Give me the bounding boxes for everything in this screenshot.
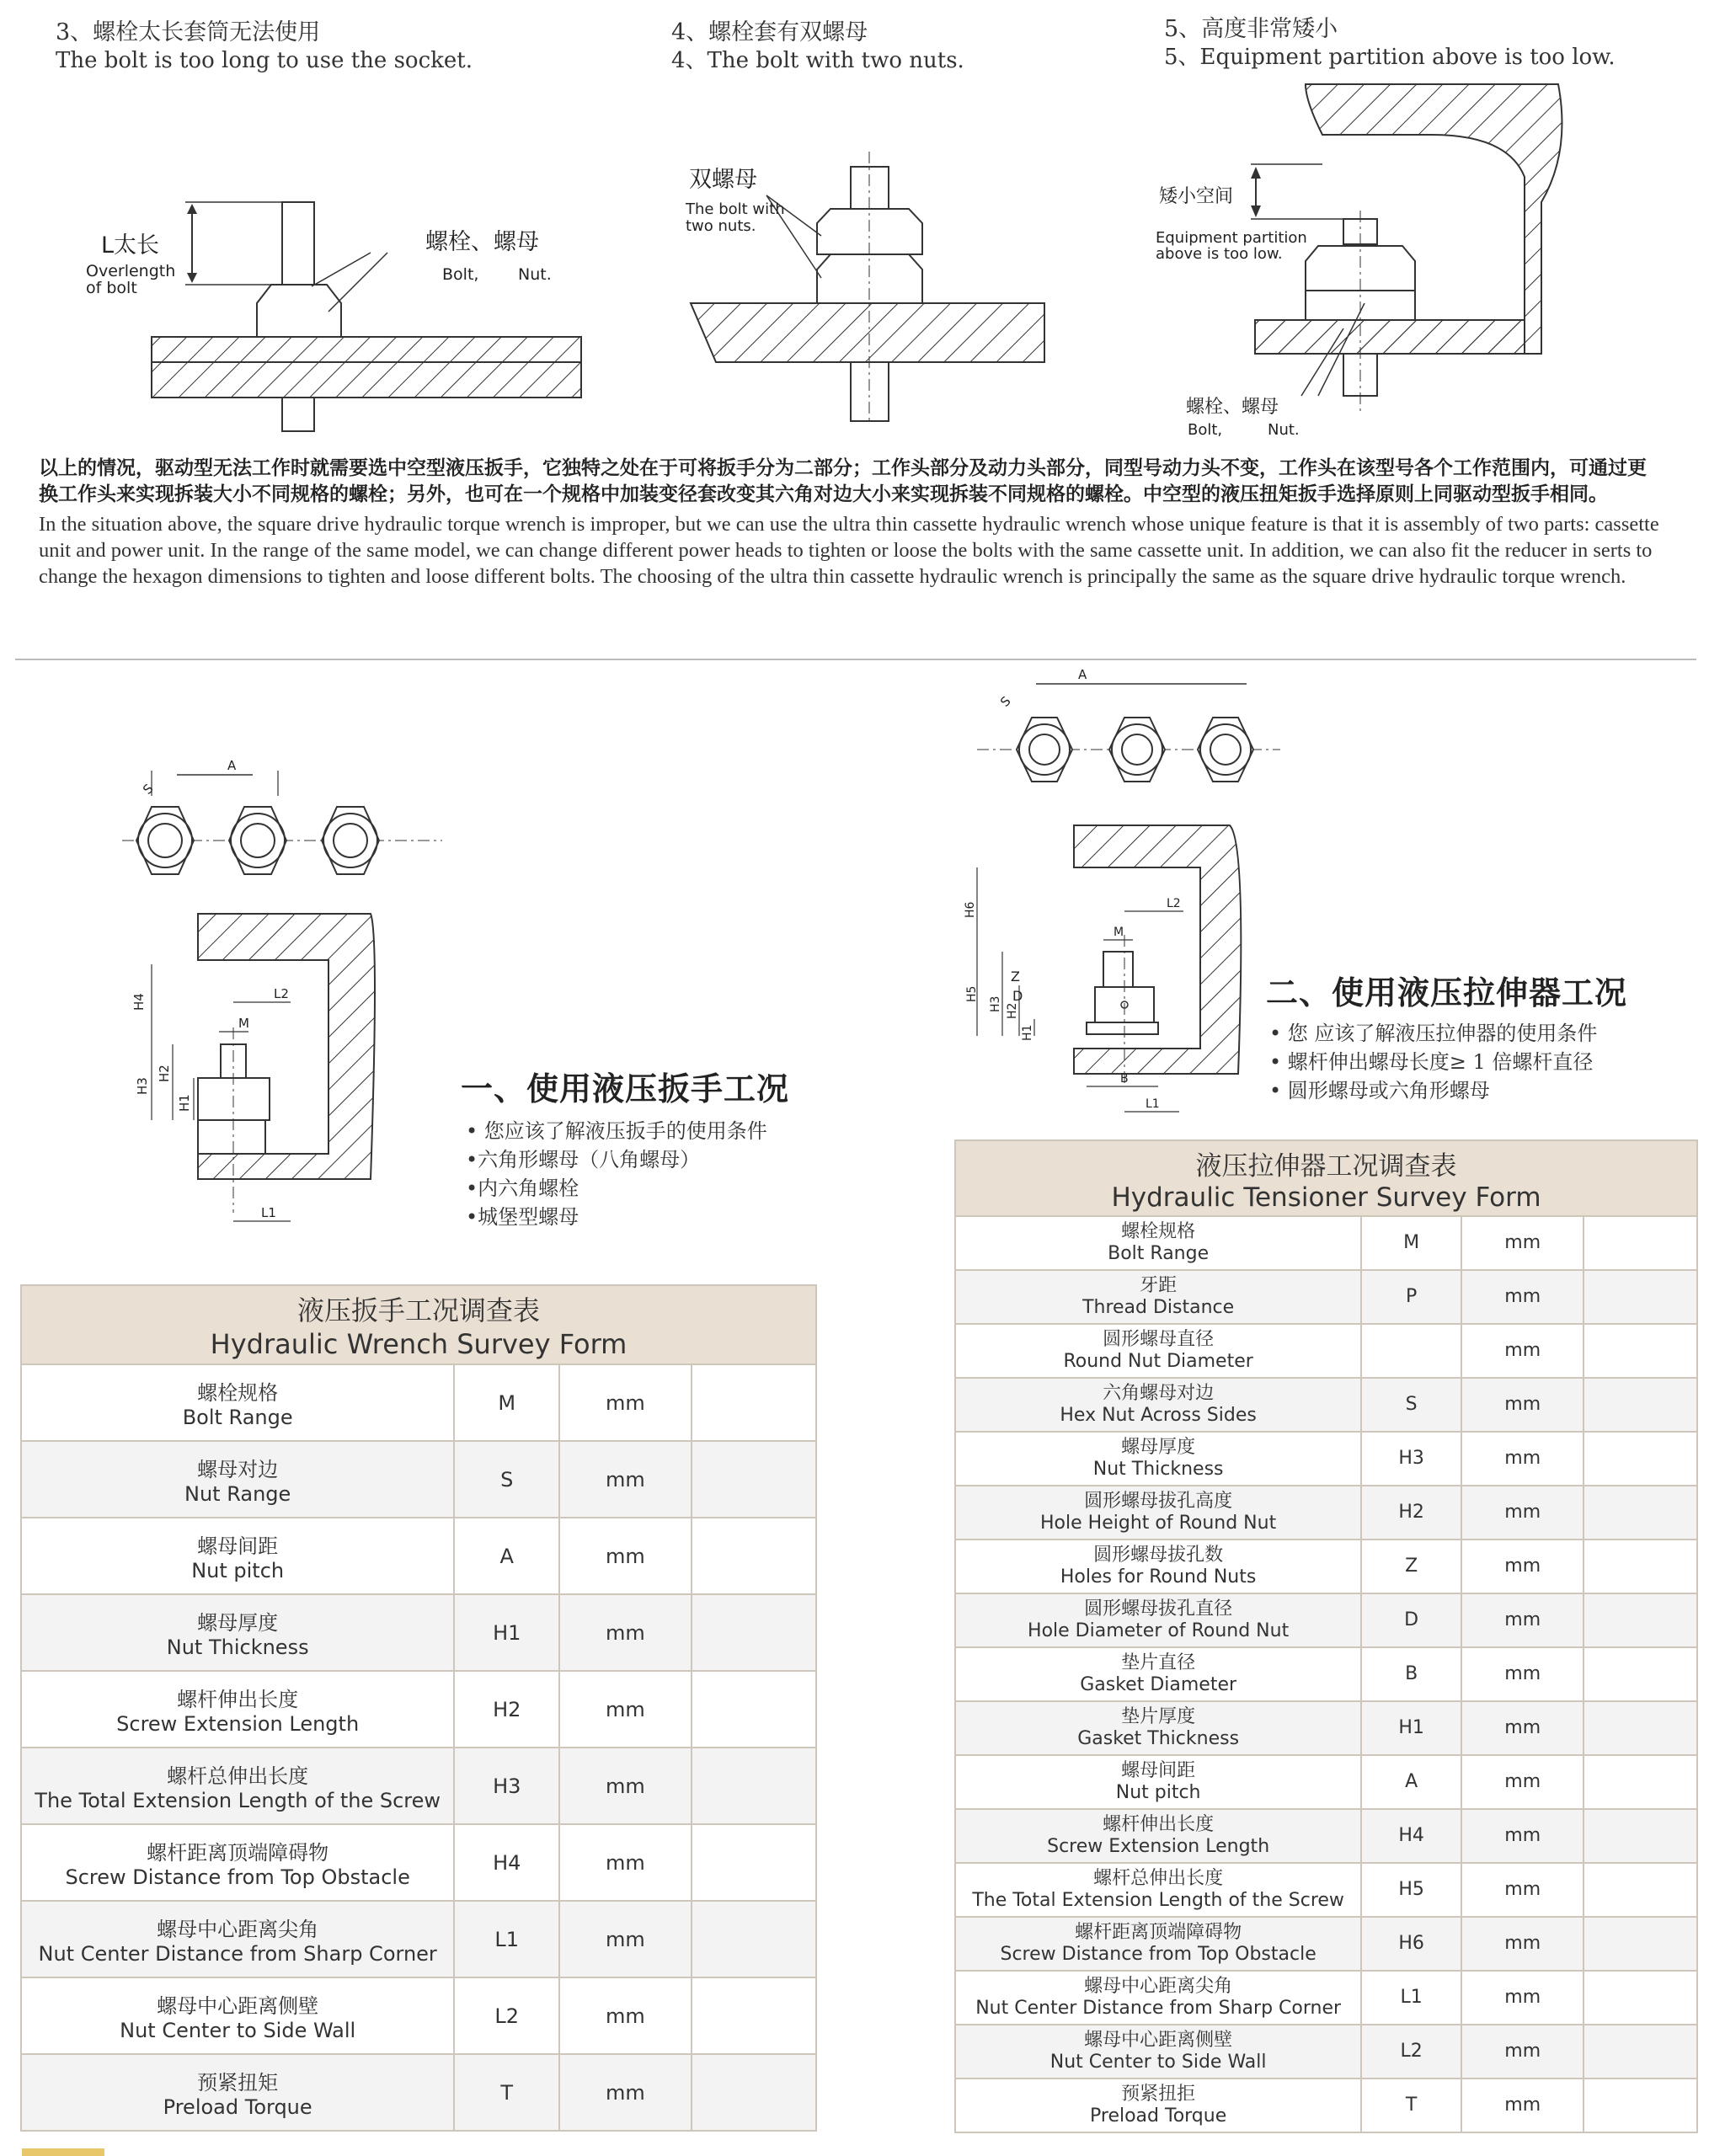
form-row bbox=[955, 2079, 1697, 2132]
parameter-name-en: Hex Nut Across Sides bbox=[1060, 1405, 1257, 1426]
parameter-symbol-cell: H2 bbox=[1361, 1486, 1461, 1540]
parameter-unit-cell: mm bbox=[1461, 2079, 1583, 2132]
parameter-unit-cell: mm bbox=[1461, 1486, 1583, 1540]
parameter-name-cell bbox=[955, 2079, 1361, 2132]
form-row bbox=[21, 1671, 816, 1748]
parameter-value-input[interactable] bbox=[1583, 1324, 1697, 1378]
footer-accent-bar bbox=[22, 2148, 104, 2156]
overlength-zh: L太长 bbox=[101, 232, 160, 259]
parameter-name-en: Thread Distance bbox=[1082, 1297, 1235, 1318]
parameter-unit-cell: mm bbox=[559, 1364, 691, 1441]
dim-d-2: D bbox=[1012, 988, 1023, 1004]
dim-h1-1: H1 bbox=[177, 1094, 192, 1112]
parameter-name-cell bbox=[955, 1216, 1361, 1270]
parameter-name-zh: 牙距 bbox=[1140, 1275, 1178, 1296]
parameter-name-en: Holes for Round Nuts bbox=[1060, 1566, 1257, 1588]
bolt-nut-zh-1: 螺栓、螺母 bbox=[425, 229, 539, 255]
parameter-name-cell bbox=[955, 1270, 1361, 1324]
dim-l2-1: L2 bbox=[274, 986, 289, 1001]
two-nuts-en1: The bolt with bbox=[686, 200, 785, 218]
parameter-value-input[interactable] bbox=[1583, 1755, 1697, 1809]
parameter-symbol-cell: H6 bbox=[1361, 1917, 1461, 1971]
parameter-name-cell bbox=[955, 1809, 1361, 1863]
parameter-symbol-cell: P bbox=[1361, 1270, 1461, 1324]
dim-h3-2: H3 bbox=[989, 995, 1002, 1012]
parameter-unit-cell: mm bbox=[1461, 1324, 1583, 1378]
parameter-name-zh: 螺母厚度 bbox=[197, 1611, 279, 1635]
parameter-name-cell bbox=[955, 2025, 1361, 2079]
parameter-unit-cell: mm bbox=[559, 1518, 691, 1594]
parameter-unit-cell: mm bbox=[559, 1594, 691, 1671]
parameter-symbol-cell: T bbox=[1361, 2079, 1461, 2132]
parameter-unit-cell: mm bbox=[1461, 1378, 1583, 1432]
parameter-name-cell bbox=[955, 1647, 1361, 1701]
section-1-bullets bbox=[466, 1117, 767, 1231]
wrench-diagram bbox=[126, 741, 489, 1230]
parameter-name-zh: 螺杆总伸出长度 bbox=[1093, 1868, 1224, 1889]
two-nuts-plate bbox=[691, 303, 1044, 362]
parameter-name-zh: 螺杆伸出长度 bbox=[177, 1688, 299, 1711]
parameter-unit-cell: mm bbox=[559, 2054, 691, 2131]
parameter-name-en: Nut Center to Side Wall bbox=[1049, 2052, 1267, 2073]
parameter-name-zh: 圆形螺母拔孔高度 bbox=[1084, 1491, 1233, 1512]
form-row bbox=[955, 1378, 1697, 1432]
parameter-unit-cell: mm bbox=[1461, 1270, 1583, 1324]
parameter-name-cell bbox=[955, 1486, 1361, 1540]
form-row bbox=[955, 1324, 1697, 1378]
parameter-unit-cell: mm bbox=[559, 1901, 691, 1977]
form-row bbox=[21, 1518, 816, 1594]
parameter-name-en: Screw Extension Length bbox=[1047, 1836, 1270, 1857]
parameter-value-input[interactable] bbox=[692, 1748, 816, 1824]
parameter-name-cell bbox=[21, 1518, 454, 1594]
parameter-value-input[interactable] bbox=[1583, 1971, 1697, 2025]
tensioner-wall bbox=[1074, 825, 1241, 1074]
parameter-name-cell bbox=[955, 1593, 1361, 1647]
parameter-name-en: The Total Extension Length of the Screw bbox=[972, 1890, 1344, 1911]
parameter-value-input[interactable] bbox=[1583, 1486, 1697, 1540]
parameter-name-en: Hole Height of Round Nut bbox=[1040, 1513, 1277, 1534]
low-space-zh: 矮小空间 bbox=[1159, 186, 1234, 207]
parameter-name-zh: 六角螺母对边 bbox=[1103, 1383, 1215, 1404]
parameter-value-input[interactable] bbox=[692, 1518, 816, 1594]
parameter-name-en: Preload Torque bbox=[1090, 2105, 1227, 2127]
wrench-survey-form bbox=[20, 1284, 817, 2132]
form-row bbox=[21, 1824, 816, 1901]
parameter-name-cell bbox=[21, 1364, 454, 1441]
case-3-caption bbox=[56, 19, 473, 74]
form-row bbox=[21, 1748, 816, 1824]
form-row bbox=[21, 1977, 816, 2054]
parameter-unit-cell: mm bbox=[559, 1441, 691, 1518]
parameter-value-input[interactable] bbox=[1583, 1809, 1697, 1863]
parameter-symbol-cell: M bbox=[1361, 1216, 1461, 1270]
parameter-name-zh: 螺母中心距离尖角 bbox=[157, 1918, 319, 1941]
parameter-value-input[interactable] bbox=[1583, 1216, 1697, 1270]
parameter-value-input[interactable] bbox=[692, 2054, 816, 2131]
parameter-value-input[interactable] bbox=[1583, 1270, 1697, 1324]
dim-s-1: S bbox=[140, 781, 157, 798]
parameter-value-input[interactable] bbox=[1583, 2025, 1697, 2079]
parameter-symbol-cell: H4 bbox=[1361, 1809, 1461, 1863]
case-5-zh: 5、高度非常矮小 bbox=[1164, 16, 1338, 42]
parameter-symbol-cell: H3 bbox=[1361, 1432, 1461, 1486]
parameter-symbol-cell: L2 bbox=[454, 1977, 559, 2054]
parameter-name-cell bbox=[955, 1701, 1361, 1755]
parameter-symbol-cell: L2 bbox=[1361, 2025, 1461, 2079]
parameter-unit-cell: mm bbox=[559, 1671, 691, 1748]
parameter-name-en: Bolt Range bbox=[1108, 1243, 1210, 1264]
parameter-name-zh: 螺母中心距离侧壁 bbox=[1084, 2030, 1233, 2051]
form-row bbox=[955, 1755, 1697, 1809]
parameter-unit-cell: mm bbox=[1461, 1755, 1583, 1809]
bolt-nut-zh-2: 螺栓、螺母 bbox=[1186, 397, 1279, 418]
parameter-symbol-cell: Z bbox=[1361, 1540, 1461, 1593]
section-1-bullet: •六角形螺母（八角螺母） bbox=[466, 1148, 701, 1171]
parameter-name-zh: 螺母间距 bbox=[1121, 1760, 1196, 1781]
dim-h1-2: H1 bbox=[1021, 1024, 1034, 1041]
tensioner-bolt bbox=[1103, 952, 1133, 987]
nut-en-1: Nut. bbox=[518, 265, 552, 284]
parameter-name-en: Gasket Diameter bbox=[1080, 1674, 1237, 1695]
parameter-name-en: Preload Torque bbox=[163, 2095, 312, 2119]
tensioner-diagram bbox=[964, 665, 1280, 1129]
dim-a-2: A bbox=[1078, 667, 1087, 682]
parameter-name-zh: 螺母对边 bbox=[197, 1458, 279, 1481]
parameter-name-en: Screw Distance from Top Obstacle bbox=[1000, 1944, 1316, 1965]
wrench-form-title-en: Hydraulic Wrench Survey Form bbox=[210, 1328, 628, 1360]
dim-h5-2: H5 bbox=[965, 985, 979, 1002]
parameter-symbol-cell: A bbox=[1361, 1755, 1461, 1809]
parameter-value-input[interactable] bbox=[1583, 1540, 1697, 1593]
case-4-en: 4、The bolt with two nuts. bbox=[671, 47, 964, 73]
parameter-value-input[interactable] bbox=[692, 1441, 816, 1518]
long-bolt-diagram bbox=[76, 185, 581, 421]
section-2-bullets bbox=[1269, 1019, 1597, 1105]
parameter-name-en: Nut pitch bbox=[1115, 1782, 1201, 1803]
dim-m-1: M bbox=[238, 1016, 249, 1031]
parameter-name-zh: 圆形螺母直径 bbox=[1103, 1329, 1215, 1350]
form-row bbox=[21, 1901, 816, 1977]
wrench-form-title-zh: 液压扳手工况调查表 bbox=[296, 1294, 540, 1326]
form-row bbox=[955, 1432, 1697, 1486]
dim-l1-1: L1 bbox=[261, 1205, 276, 1220]
top-view-nut-1 bbox=[136, 807, 194, 874]
parameter-unit-cell: mm bbox=[559, 1977, 691, 2054]
dim-h2-1: H2 bbox=[157, 1065, 172, 1082]
parameter-name-zh: 圆形螺母拔孔数 bbox=[1093, 1545, 1224, 1566]
parameter-name-en: Nut Thickness bbox=[166, 1636, 309, 1659]
parameter-unit-cell: mm bbox=[1461, 1540, 1583, 1593]
case-4-zh: 4、螺栓套有双螺母 bbox=[671, 19, 868, 45]
dim-h6-2: H6 bbox=[964, 901, 977, 918]
parameter-name-zh: 圆形螺母拔孔直径 bbox=[1084, 1598, 1233, 1620]
parameter-value-input[interactable] bbox=[1583, 1378, 1697, 1432]
parameter-name-en: Hole Diameter of Round Nut bbox=[1028, 1620, 1290, 1641]
explanation-paragraph bbox=[39, 456, 1664, 590]
parameter-symbol-cell: M bbox=[454, 1364, 559, 1441]
tensioner-top-nut-2 bbox=[1109, 718, 1165, 782]
parameter-symbol-cell: B bbox=[1361, 1647, 1461, 1701]
case-5-en: 5、Equipment partition above is too low. bbox=[1164, 44, 1616, 70]
nut-en-2: Nut. bbox=[1268, 421, 1300, 439]
parameter-name-cell bbox=[955, 1324, 1361, 1378]
parameter-unit-cell: mm bbox=[1461, 2025, 1583, 2079]
parameter-unit-cell: mm bbox=[1461, 1917, 1583, 1971]
dim-m-2: M bbox=[1114, 926, 1124, 939]
parameter-value-input[interactable] bbox=[1583, 1917, 1697, 1971]
long-bolt-plate-top bbox=[152, 337, 581, 362]
parameter-name-cell bbox=[21, 1901, 454, 1977]
overlength-en2: of bolt bbox=[86, 279, 137, 297]
section-1-bullet: • 您应该了解液压扳手的使用条件 bbox=[466, 1119, 767, 1143]
two-nuts-diagram bbox=[682, 152, 1053, 421]
parameter-name-zh: 螺杆总伸出长度 bbox=[167, 1764, 309, 1788]
parameter-symbol-cell: H3 bbox=[454, 1748, 559, 1824]
form-row bbox=[955, 1486, 1697, 1540]
dim-b-2: B bbox=[1120, 1072, 1129, 1086]
parameter-name-en: Nut Center Distance from Sharp Corner bbox=[975, 1998, 1342, 2019]
parameter-unit-cell: mm bbox=[559, 1824, 691, 1901]
parameter-name-en: Nut Center Distance from Sharp Corner bbox=[38, 1942, 437, 1966]
parameter-name-cell bbox=[21, 2054, 454, 2131]
parameter-unit-cell: mm bbox=[1461, 1432, 1583, 1486]
parameter-name-en: Nut pitch bbox=[191, 1559, 285, 1582]
parameter-symbol-cell: S bbox=[454, 1441, 559, 1518]
explanation-zh: 以上的情况，驱动型无法工作时就需要选中空型液压扳手，它独特之处在于可将扳手分为二部分；工作头部分及动力头部分，同型号动力头不变，工作头在该型号各个工作范围内，可通过更换工作头来实现拆装大小不同规格的螺栓；另外，也可在一个规格中加装变径套改变其六角对边大小来实现拆装不同规格的螺栓。中空型的液压扭矩扳手选择原则上同驱动型扳手相同。 bbox=[39, 457, 1647, 505]
parameter-value-input[interactable] bbox=[692, 1901, 816, 1977]
partition-en1: Equipment partition bbox=[1156, 229, 1307, 247]
parameter-value-input[interactable] bbox=[692, 1364, 816, 1441]
parameter-name-cell bbox=[21, 1977, 454, 2054]
parameter-unit-cell: mm bbox=[1461, 1216, 1583, 1270]
parameter-symbol-cell bbox=[1361, 1324, 1461, 1378]
parameter-name-zh: 螺母中心距离侧壁 bbox=[157, 1994, 319, 2018]
parameter-value-input[interactable] bbox=[1583, 1647, 1697, 1701]
parameter-name-en: Nut Thickness bbox=[1092, 1459, 1224, 1480]
parameter-symbol-cell: H1 bbox=[454, 1594, 559, 1671]
form-row bbox=[955, 1540, 1697, 1593]
parameter-value-input[interactable] bbox=[1583, 1701, 1697, 1755]
parameter-name-cell bbox=[955, 1378, 1361, 1432]
two-nuts-zh: 双螺母 bbox=[689, 167, 757, 193]
parameter-name-zh: 螺母中心距离尖角 bbox=[1084, 1976, 1233, 1997]
parameter-name-en: Gasket Thickness bbox=[1077, 1728, 1240, 1749]
case-5-caption bbox=[1164, 15, 1616, 71]
dim-l2-2: L2 bbox=[1167, 897, 1181, 910]
form-row bbox=[955, 1647, 1697, 1701]
section-2-bullet: • 螺杆伸出螺母长度≥ 1 倍螺杆直径 bbox=[1269, 1050, 1594, 1074]
partition-plate bbox=[1255, 320, 1525, 354]
parameter-value-input[interactable] bbox=[692, 1824, 816, 1901]
section-2-bullet: • 您 应该了解液压拉伸器的使用条件 bbox=[1269, 1022, 1598, 1045]
parameter-name-zh: 螺母厚度 bbox=[1121, 1437, 1196, 1458]
tensioner-top-nut-1 bbox=[1017, 718, 1072, 782]
form-row bbox=[955, 2025, 1697, 2079]
parameter-name-zh: 预紧扭拒 bbox=[1121, 2084, 1196, 2105]
wrench-form-header bbox=[21, 1285, 816, 1364]
parameter-name-en: Nut Center to Side Wall bbox=[120, 2019, 356, 2042]
dim-h4-1: H4 bbox=[131, 993, 147, 1011]
case-3-en: The bolt is too long to use the socket. bbox=[56, 47, 473, 73]
section-1-bullet: •内六角螺栓 bbox=[466, 1177, 579, 1200]
parameter-value-input[interactable] bbox=[692, 1594, 816, 1671]
parameter-name-zh: 螺杆距离顶端障碍物 bbox=[147, 1841, 329, 1865]
dim-z-2: Z bbox=[1011, 969, 1020, 985]
parameter-symbol-cell: T bbox=[454, 2054, 559, 2131]
form-row bbox=[21, 1441, 816, 1518]
parameter-name-en: Bolt Range bbox=[182, 1406, 293, 1429]
parameter-unit-cell: mm bbox=[1461, 1593, 1583, 1647]
tensioner-form-title-en: Hydraulic Tensioner Survey Form bbox=[1111, 1182, 1541, 1213]
tensioner-survey-form bbox=[954, 1139, 1698, 2133]
parameter-name-en: Round Nut Diameter bbox=[1063, 1351, 1253, 1372]
dim-s-2: S bbox=[997, 693, 1014, 710]
parameter-symbol-cell: A bbox=[454, 1518, 559, 1594]
parameter-name-en: The Total Extension Length of the Screw bbox=[35, 1789, 441, 1812]
dim-h3-1: H3 bbox=[135, 1077, 150, 1095]
parameter-unit-cell: mm bbox=[1461, 1863, 1583, 1917]
form-row bbox=[955, 1809, 1697, 1863]
form-row bbox=[21, 2054, 816, 2131]
form-row bbox=[21, 1594, 816, 1671]
bolt-en-2: Bolt, bbox=[1188, 421, 1223, 439]
parameter-name-zh: 螺栓规格 bbox=[1121, 1221, 1196, 1242]
form-row bbox=[955, 1863, 1697, 1917]
tensioner-top-nut-3 bbox=[1198, 718, 1253, 782]
parameter-name-zh: 螺杆距离顶端障碍物 bbox=[1075, 1922, 1242, 1943]
parameter-symbol-cell: L1 bbox=[454, 1901, 559, 1977]
parameter-symbol-cell: H2 bbox=[454, 1671, 559, 1748]
parameter-name-zh: 垫片直径 bbox=[1121, 1652, 1196, 1673]
parameter-name-zh: 垫片厚度 bbox=[1121, 1706, 1196, 1727]
parameter-value-input[interactable] bbox=[1583, 1432, 1697, 1486]
parameter-name-zh: 螺母间距 bbox=[197, 1534, 279, 1558]
section-2-bullet: • 圆形螺母或六角形螺母 bbox=[1269, 1079, 1490, 1102]
parameter-symbol-cell: S bbox=[1361, 1378, 1461, 1432]
parameter-name-cell bbox=[955, 1971, 1361, 2025]
tensioner-form-title-zh: 液压拉伸器工况调查表 bbox=[1195, 1150, 1457, 1182]
parameter-symbol-cell: H1 bbox=[1361, 1701, 1461, 1755]
partition-en2: above is too low. bbox=[1156, 245, 1283, 263]
form-row bbox=[955, 1917, 1697, 1971]
top-view-nut-3 bbox=[322, 807, 379, 874]
form-row bbox=[21, 1364, 816, 1441]
form-row bbox=[955, 1593, 1697, 1647]
parameter-name-cell bbox=[21, 1671, 454, 1748]
dim-a-1: A bbox=[227, 758, 237, 773]
section-1-title: 一、使用液压扳手工况 bbox=[461, 1070, 790, 1107]
parameter-unit-cell: mm bbox=[1461, 1647, 1583, 1701]
parameter-unit-cell: mm bbox=[559, 1748, 691, 1824]
parameter-name-en: Nut Range bbox=[184, 1482, 291, 1506]
form-row bbox=[955, 1270, 1697, 1324]
parameter-name-cell bbox=[21, 1594, 454, 1671]
low-partition-diagram bbox=[1154, 84, 1575, 438]
explanation-en: In the situation above, the square drive hydraulic torque wrench is improper, but we can use the ultra thin cassette hydraulic wrench whose unique feature is that it is assembly of two parts: cassette unit and power unit. In the range of the same model, we can change different power heads to tighten or loose the bolts with the same cassette unit. In addition, we can also fit the reducer in serts to change the hexagon dimensions to tighten and loose different bolts. The choosing of the ultra thin cassette hydraulic wrench is principally the same as the square drive hydraulic torque wrench. bbox=[39, 513, 1659, 588]
parameter-unit-cell: mm bbox=[1461, 1971, 1583, 2025]
parameter-value-input[interactable] bbox=[1583, 1863, 1697, 1917]
case-4-caption bbox=[671, 19, 964, 74]
section-1-bullet: •城堡型螺母 bbox=[466, 1205, 579, 1229]
tensioner-form-header bbox=[955, 1140, 1697, 1216]
form-row bbox=[955, 1701, 1697, 1755]
parameter-name-cell bbox=[955, 1755, 1361, 1809]
parameter-name-cell bbox=[955, 1863, 1361, 1917]
parameter-name-en: Screw Extension Length bbox=[116, 1712, 360, 1736]
overlength-en1: Overlength bbox=[86, 262, 176, 280]
case-3-zh: 3、螺栓太长套筒无法使用 bbox=[56, 19, 321, 45]
parameter-name-cell bbox=[955, 1917, 1361, 1971]
section-2-title: 二、使用液压拉伸器工况 bbox=[1266, 974, 1628, 1011]
parameter-name-cell bbox=[21, 1441, 454, 1518]
section-divider bbox=[15, 659, 1696, 660]
parameter-symbol-cell: H4 bbox=[454, 1824, 559, 1901]
form-row bbox=[955, 1971, 1697, 2025]
dim-l1-2: L1 bbox=[1146, 1097, 1160, 1111]
dim-h2-2: H2 bbox=[1006, 1002, 1019, 1019]
parameter-value-input[interactable] bbox=[1583, 2079, 1697, 2132]
parameter-unit-cell: mm bbox=[1461, 1701, 1583, 1755]
parameter-value-input[interactable] bbox=[1583, 1593, 1697, 1647]
parameter-symbol-cell: L1 bbox=[1361, 1971, 1461, 2025]
parameter-value-input[interactable] bbox=[692, 1671, 816, 1748]
parameter-name-cell bbox=[21, 1824, 454, 1901]
form-row bbox=[955, 1216, 1697, 1270]
parameter-symbol-cell: H5 bbox=[1361, 1863, 1461, 1917]
bolt-en-1: Bolt, bbox=[442, 265, 479, 284]
two-nuts-en2: two nuts. bbox=[686, 217, 756, 235]
parameter-name-cell bbox=[955, 1540, 1361, 1593]
parameter-name-zh: 螺杆伸出长度 bbox=[1103, 1814, 1215, 1835]
parameter-unit-cell: mm bbox=[1461, 1809, 1583, 1863]
long-bolt-plate-bottom bbox=[152, 362, 581, 398]
parameter-name-cell bbox=[955, 1432, 1361, 1486]
parameter-name-cell bbox=[21, 1748, 454, 1824]
parameter-value-input[interactable] bbox=[692, 1977, 816, 2054]
parameter-name-en: Screw Distance from Top Obstacle bbox=[65, 1865, 410, 1889]
parameter-symbol-cell: D bbox=[1361, 1593, 1461, 1647]
parameter-name-zh: 预紧扭矩 bbox=[197, 2071, 279, 2095]
parameter-name-zh: 螺栓规格 bbox=[197, 1381, 279, 1405]
top-view-nut-2 bbox=[229, 807, 286, 874]
